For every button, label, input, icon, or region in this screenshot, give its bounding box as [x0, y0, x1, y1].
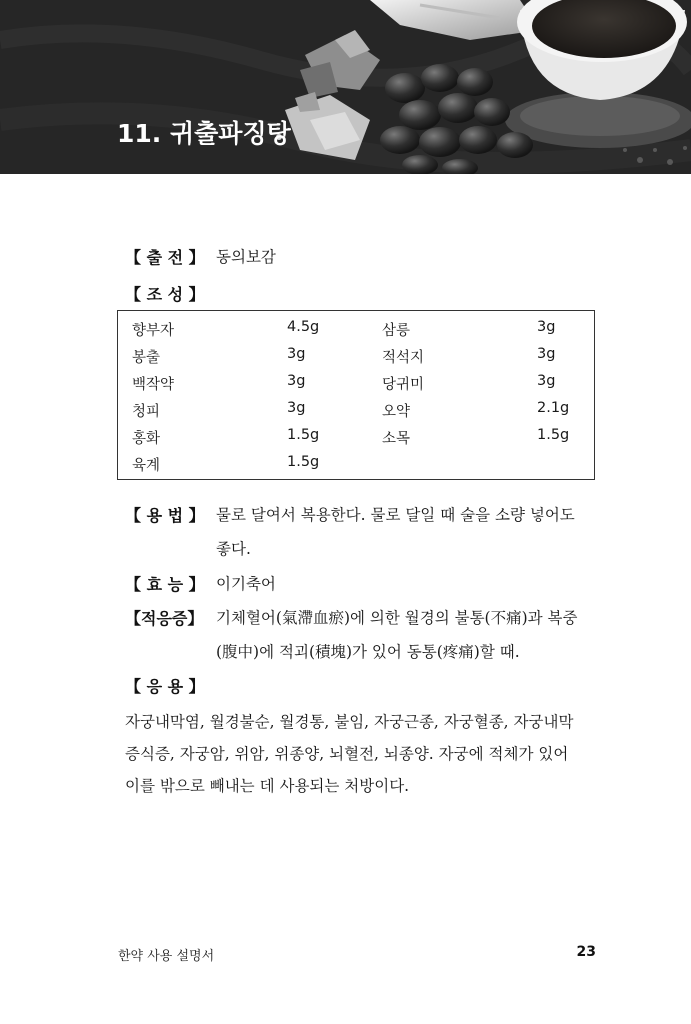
effect-label: 【 효 능 】 — [125, 575, 205, 594]
usage-label: 【 용 법 】 — [125, 506, 205, 525]
herb-name: 향부자 — [132, 323, 175, 339]
herb-amount: 3g — [537, 346, 556, 362]
herb-amount: 3g — [537, 373, 556, 389]
page-number: 23 — [576, 944, 596, 960]
herb-name: 봉출 — [132, 350, 161, 366]
indication-text-line: 기체혈어(氣滯血瘀)에 의한 월경의 불통(不痛)과 복중 — [216, 609, 578, 627]
herb-amount: 3g — [287, 346, 306, 362]
application-text-line: 증식증, 자궁암, 위암, 위종양, 뇌혈전, 뇌종양. 자궁에 적체가 있어 — [125, 745, 569, 763]
herb-amount: 1.5g — [287, 427, 320, 443]
application-text-line: 자궁내막염, 월경불순, 월경통, 불임, 자궁근종, 자궁혈종, 자궁내막 — [125, 713, 574, 731]
table-row — [118, 400, 594, 426]
herb-amount: 2.1g — [537, 400, 570, 416]
herb-name: 백작약 — [132, 377, 175, 393]
indication-text-line: (腹中)에 적괴(積塊)가 있어 동통(疼痛)할 때. — [216, 643, 520, 661]
herb-name: 적석지 — [382, 350, 425, 366]
table-row — [118, 319, 594, 345]
indication-label: 【적응증】 — [125, 609, 204, 628]
herbal-ingredients-photo — [0, 0, 691, 174]
herb-amount: 3g — [287, 373, 306, 389]
table-row — [118, 454, 594, 480]
herb-name: 소목 — [382, 431, 411, 447]
herb-name: 홍화 — [132, 431, 161, 447]
herb-amount: 3g — [287, 400, 306, 416]
herb-amount: 1.5g — [287, 454, 320, 470]
book-title: 한약 사용 설명서 — [118, 949, 215, 964]
table-row — [118, 373, 594, 399]
source-text: 동의보감 — [216, 248, 276, 266]
table-row — [118, 346, 594, 372]
source-label: 【 출 전 】 — [125, 248, 205, 267]
herb-name: 청피 — [132, 404, 161, 420]
effect-text: 이기축어 — [216, 575, 276, 593]
herb-name: 육계 — [132, 458, 161, 474]
header-banner — [0, 0, 691, 174]
herb-amount: 1.5g — [537, 427, 570, 443]
table-row — [118, 427, 594, 453]
composition-label: 【 조 성 】 — [125, 285, 205, 304]
usage-text-line: 물로 달여서 복용한다. 물로 달일 때 술을 소량 넣어도 — [216, 506, 575, 524]
herb-name: 오약 — [382, 404, 411, 420]
application-label: 【 응 용 】 — [125, 677, 205, 696]
composition-table — [117, 310, 595, 480]
herb-amount: 4.5g — [287, 319, 320, 335]
formula-title: 11. 귀출파징탕 — [117, 119, 291, 148]
herb-name: 삼릉 — [382, 323, 411, 339]
usage-text-line: 좋다. — [216, 540, 251, 558]
application-text-line: 이를 밖으로 빼내는 데 사용되는 처방이다. — [125, 777, 410, 795]
herb-amount: 3g — [537, 319, 556, 335]
herb-name: 당귀미 — [382, 377, 425, 393]
